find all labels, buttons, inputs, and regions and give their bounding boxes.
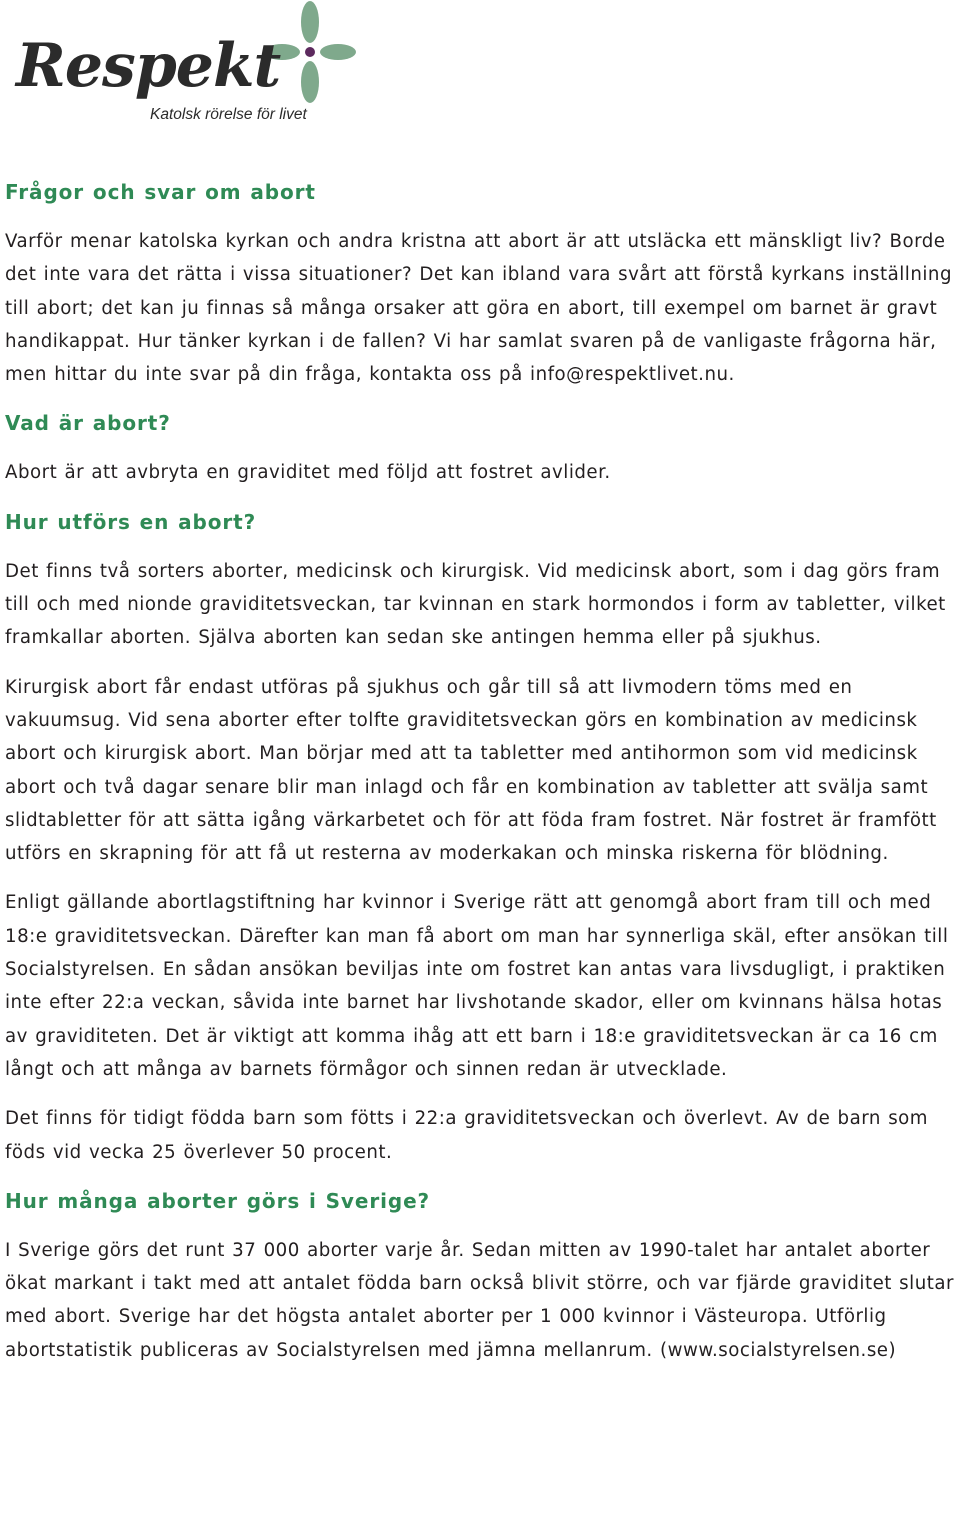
answer-how-many: I Sverige görs det runt 37 000 aborter varje år. Sedan mitten av 1990-talet har antalet aborter ökat markant i takt med att antalet födda barn också blivit större, och var fjärde graviditet slutar med abort. Sverige har det högsta antalet aborter per 1 000 kvinnor i Västeuropa. Utförlig abortstatistik publiceras av Socialstyrelsen med jämna mellanrum. (www.socialstyrelsen.se) [5,1239,954,1361]
logo-wordmark: Respekt [16,31,281,101]
answer-how-performed-p4: Det finns för tidigt födda barn som fötts i 22:a graviditetsveckan och överlevt. Av de barn som föds vid vecka 25 överlever 50 procent. [5,1108,929,1163]
answer-how-performed-p3: Enligt gällande abortlagstiftning har kvinnor i Sverige rätt att genomgå abort fram till och med 18:e graviditetsveckan. Därefter kan man få abort om man har synnerliga skäl, efter ansökan till Socialstyrelsen. En sådan ansökan beviljas inte om fostret kan antas vara livsdugligt, i praktiken inte efter 22:a veckan, såvida inte barnet har livshotande skador, eller om kvinnans hälsa hotas av graviditeten. Det är viktigt att komma ihåg att ett barn i 18:e graviditetsveckan är ca 16 cm långt och att många av barnets förmågor och sinnen redan är utvecklade. [5,892,949,1080]
question-what-is-abortion: Vad är abort? [5,411,171,436]
question-how-many: Hur många aborter görs i Sverige? [5,1188,431,1213]
respekt-logo [14,0,354,130]
answer-how-performed-p2: Kirurgisk abort får endast utföras på sjukhus och går till så att livmodern töms med en vakuumsug. Vid sena aborter efter tolfte graviditetsveckan görs en kombination av medicinsk abort och kirurgisk abort. Man börjar med att ta tabletter med antihormon som vid medicinsk abort och två dagar senare blir man inlagd och får en kombination av tabletter att svälja samt slidtabletter för att sätta igång värkarbetet och för att föda fram fostret. När fostret är framfött utförs en skrapning för att få ut resterna av moderkakan och minska riskerna för blödning. [5,676,937,865]
article [5,176,957,1367]
intro-paragraph: Varför menar katolska kyrkan och andra kristna att abort är att utsläcka ett mänskligt liv? Borde det inte vara det rätta i vissa situationer? Det kan ibland vara svårt att förstå kyrkans inställning till abort; det kan ju finnas så många orsaker att göra en abort, till exempel om barnet är gravt handikappat. Hur tänker kyrkan i de fallen? Vi har samlat svaren på de vanligaste frågorna här, men hittar du inte svar på din fråga, kontakta oss på info@respektlivet.nu. [5,231,952,386]
article-title: Frågor och svar om abort [5,180,316,204]
answer-what-is-abortion: Abort är att avbryta en graviditet med följd att fostret avlider. [5,462,611,484]
logo-tagline: Katolsk rörelse för livet [150,106,307,123]
answer-how-performed-p1: Det finns två sorters aborter, medicinsk och kirurgisk. Vid medicinsk abort, som i dag görs fram till och med nionde graviditetsveckan, tar kvinnan en stark hormondos i form av tabletter, vilket framkallar aborten. Själva aborten kan sedan ske antingen hemma eller på sjukhus. [5,560,946,649]
question-how-performed: Hur utförs en abort? [5,509,257,534]
